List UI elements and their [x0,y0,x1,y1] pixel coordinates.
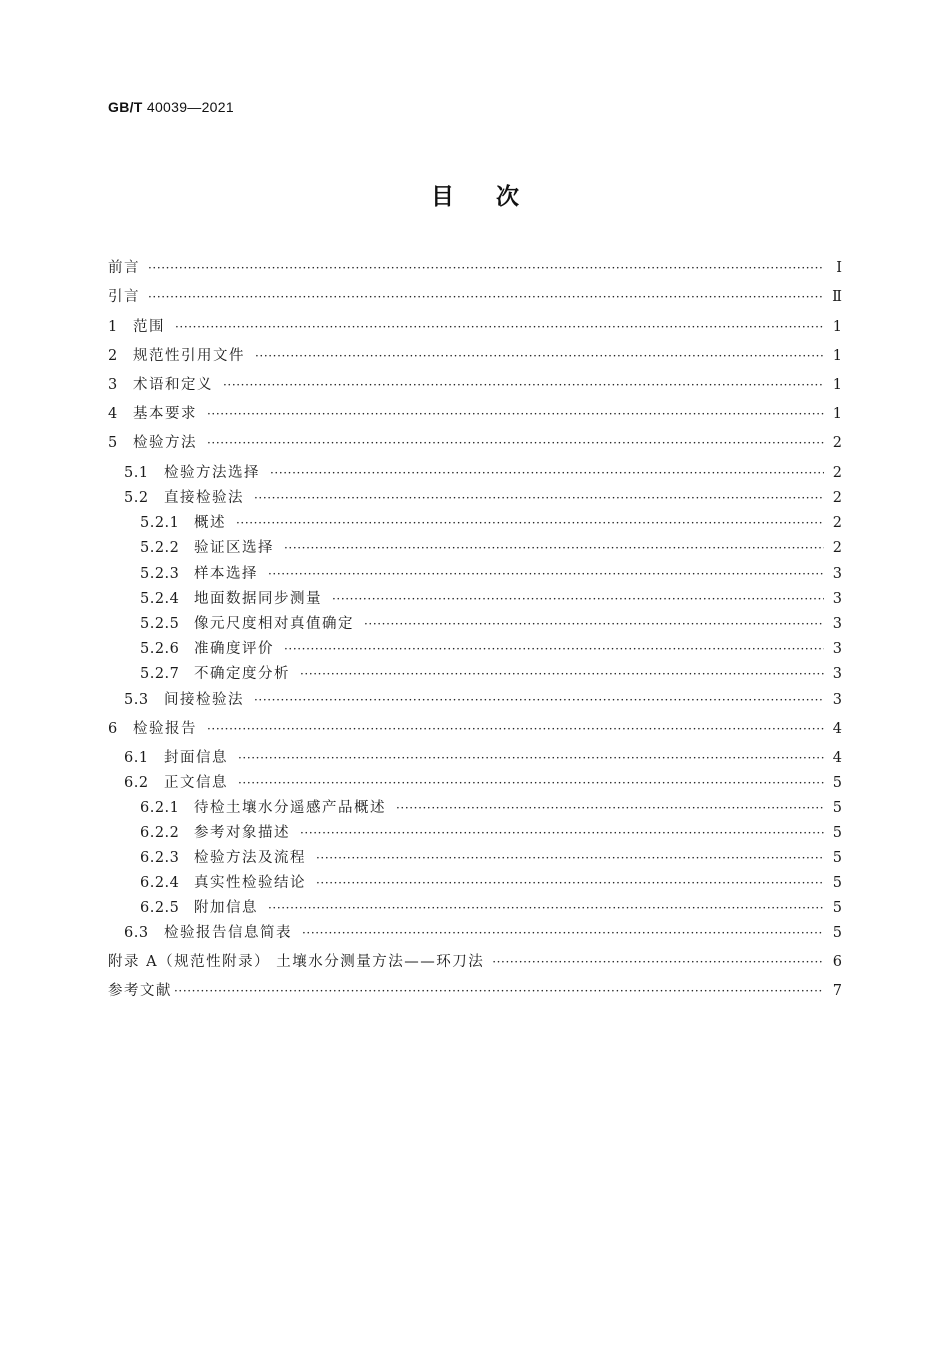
toc-entry-number: 6 [108,721,118,737]
toc-dot-leader [238,776,824,790]
toc-dot-leader [174,984,824,998]
toc-entry[interactable] [108,771,842,797]
toc-entry-page: 3 [832,591,842,607]
toc-entry[interactable] [108,511,842,537]
toc-entry-number: 5 [108,435,118,451]
toc-entry[interactable] [108,921,842,947]
toc-entry-number: 6.2.4 [140,875,180,891]
toc-entry[interactable] [108,256,842,282]
toc-entry-number: 5.2.5 [140,616,180,632]
toc-entry-page: Ⅰ [836,260,842,276]
toc-entry-label: 检验报告信息简表 [164,925,292,941]
toc-entry[interactable] [108,315,842,341]
toc-entry-number: 6.2.2 [140,825,180,841]
toc-entry[interactable] [108,896,842,922]
toc-entry[interactable] [108,587,842,613]
standard-code-number: 40039—2021 [146,99,234,115]
toc-dot-leader [223,378,824,392]
toc-entry[interactable] [108,536,842,562]
toc-entry-label: 验证区选择 [194,540,274,556]
toc-entry-page: 5 [832,775,842,791]
toc-entry-number: 5.2 [124,490,149,506]
toc-entry-label: 概述 [194,515,226,531]
toc-entry-page: 4 [832,721,842,737]
toc-dot-leader [207,722,824,736]
toc-dot-leader [254,693,824,707]
toc-dot-leader [148,261,824,275]
toc-entry-page: 5 [832,800,842,816]
toc-entry-page: 3 [832,692,842,708]
toc-dot-leader [364,617,824,631]
toc-entry-number: 1 [108,319,118,335]
toc-entry-label: 真实性检验结论 [194,875,306,891]
toc-dot-leader [207,407,824,421]
toc-entry-page: 6 [832,954,842,970]
toc-entry-label: 范围 [133,319,165,335]
toc-entry-number: 3 [108,377,118,393]
toc-dot-leader [175,320,824,334]
toc-entry[interactable] [108,688,842,714]
toc-dot-leader [270,466,824,480]
toc-entry[interactable] [108,612,842,638]
toc-entry-label: 像元尺度相对真值确定 [194,616,354,632]
toc-entry[interactable] [108,871,842,897]
toc-dot-leader [207,436,824,450]
toc-dot-leader [492,955,824,969]
toc-entry-number: 5.2.1 [140,515,180,531]
toc-entry-label: 基本要求 [133,406,197,422]
toc-entry-number: 5.2.2 [140,540,180,556]
toc-dot-leader [255,349,824,363]
toc-entry-page: 3 [832,641,842,657]
toc-entry[interactable] [108,717,842,743]
toc-entry[interactable] [108,950,842,976]
toc-dot-leader [302,926,824,940]
toc-entry-label: 参考对象描述 [194,825,290,841]
toc-entry-number: 6.2.1 [140,800,180,816]
toc-entry-number: 6.1 [124,750,149,766]
toc-entry[interactable] [108,562,842,588]
toc-dot-leader [332,592,824,606]
toc-entry-label: 正文信息 [164,775,228,791]
toc-entry-page: 1 [832,377,842,393]
toc-entry-page: 3 [832,566,842,582]
toc-entry-label: 直接检验法 [164,490,244,506]
toc-entry-number: 5.2.4 [140,591,180,607]
toc-dot-leader [316,851,824,865]
toc-entry-page: 2 [832,435,842,451]
toc-dot-leader [300,667,824,681]
toc-entry[interactable] [108,979,842,1005]
toc-entry-number: 5.2.6 [140,641,180,657]
toc-dot-leader [148,290,824,304]
toc-entry-page: 1 [832,348,842,364]
toc-entry-label: 术语和定义 [133,377,213,393]
toc-entry-number: 5.2.7 [140,666,180,682]
toc-entry-number: 6.2.5 [140,900,180,916]
toc-entry-label: 间接检验法 [164,692,244,708]
toc-dot-leader [268,567,824,581]
toc-entry-page: 5 [832,900,842,916]
toc-entry-label: 封面信息 [164,750,228,766]
toc-dot-leader [238,751,824,765]
standard-code-prefix: GB/T [108,99,143,115]
toc-entry-page: 1 [832,406,842,422]
toc-entry-number: 6.2 [124,775,149,791]
toc-dot-leader [284,642,824,656]
toc-entry-label: 附加信息 [194,900,258,916]
toc-entry-number: 4 [108,406,118,422]
toc-dot-leader [236,516,824,530]
toc-entry-number: 5.3 [124,692,149,708]
toc-entry-page: 5 [832,925,842,941]
toc-entry-page: 2 [832,540,842,556]
toc-entry[interactable] [108,746,842,772]
toc-entry[interactable] [108,344,842,370]
toc-entry-label: 引言 [108,289,140,305]
toc-entry-number: 5.2.3 [140,566,180,582]
toc-entry[interactable] [108,662,842,688]
toc-entry-number: 5.1 [124,465,149,481]
toc-entry-label: 不确定度分析 [194,666,290,682]
toc-entry[interactable] [108,431,842,457]
toc-entry-label: 规范性引用文件 [133,348,245,364]
toc-dot-leader [254,491,824,505]
toc-entry-label: 附录 A（规范性附录） 土壤水分测量方法——环刀法 [108,954,485,970]
toc-entry-label: 检验方法选择 [164,465,260,481]
toc-dot-leader [396,801,824,815]
toc-dot-leader [284,541,824,555]
toc-dot-leader [316,876,824,890]
toc-entry-label: 待检土壤水分遥感产品概述 [194,800,386,816]
toc-entry-page: 1 [832,319,842,335]
toc-entry-page: 4 [832,750,842,766]
toc-entry-page: 2 [832,515,842,531]
toc-entry-label: 检验报告 [133,721,197,737]
toc-entry-label: 地面数据同步测量 [194,591,322,607]
toc-entry-page: 5 [832,875,842,891]
toc-entry-page: 5 [832,850,842,866]
toc-entry-page: 3 [832,666,842,682]
toc-entry-page: 7 [832,983,842,999]
toc-entry-number: 2 [108,348,118,364]
toc-entry[interactable] [108,285,842,311]
toc-entry[interactable] [108,461,842,487]
toc-entry[interactable] [108,796,842,822]
toc-entry-page: 2 [832,465,842,481]
page-title: 目次 [431,184,561,210]
toc-entry[interactable] [108,637,842,663]
toc-entry[interactable] [108,373,842,399]
toc-entry-label: 检验方法及流程 [194,850,306,866]
toc-entry-page: Ⅱ [832,289,842,305]
toc-dot-leader [268,901,824,915]
toc-entry-label: 准确度评价 [194,641,274,657]
toc-entry[interactable] [108,402,842,428]
toc-entry-number: 6.3 [124,925,149,941]
toc-entry-page: 5 [832,825,842,841]
toc-dot-leader [300,826,824,840]
toc-entry-label: 样本选择 [194,566,258,582]
toc-entry-number: 6.2.3 [140,850,180,866]
toc-entry-label: 检验方法 [133,435,197,451]
toc-entry-label: 参考文献 [108,983,172,999]
toc-entry-label: 前言 [108,260,140,276]
toc-entry[interactable] [108,821,842,847]
toc-entry[interactable] [108,846,842,872]
toc-entry-page: 2 [832,490,842,506]
toc-entry[interactable] [108,486,842,512]
toc-entry-page: 3 [832,616,842,632]
standard-code [108,99,234,115]
